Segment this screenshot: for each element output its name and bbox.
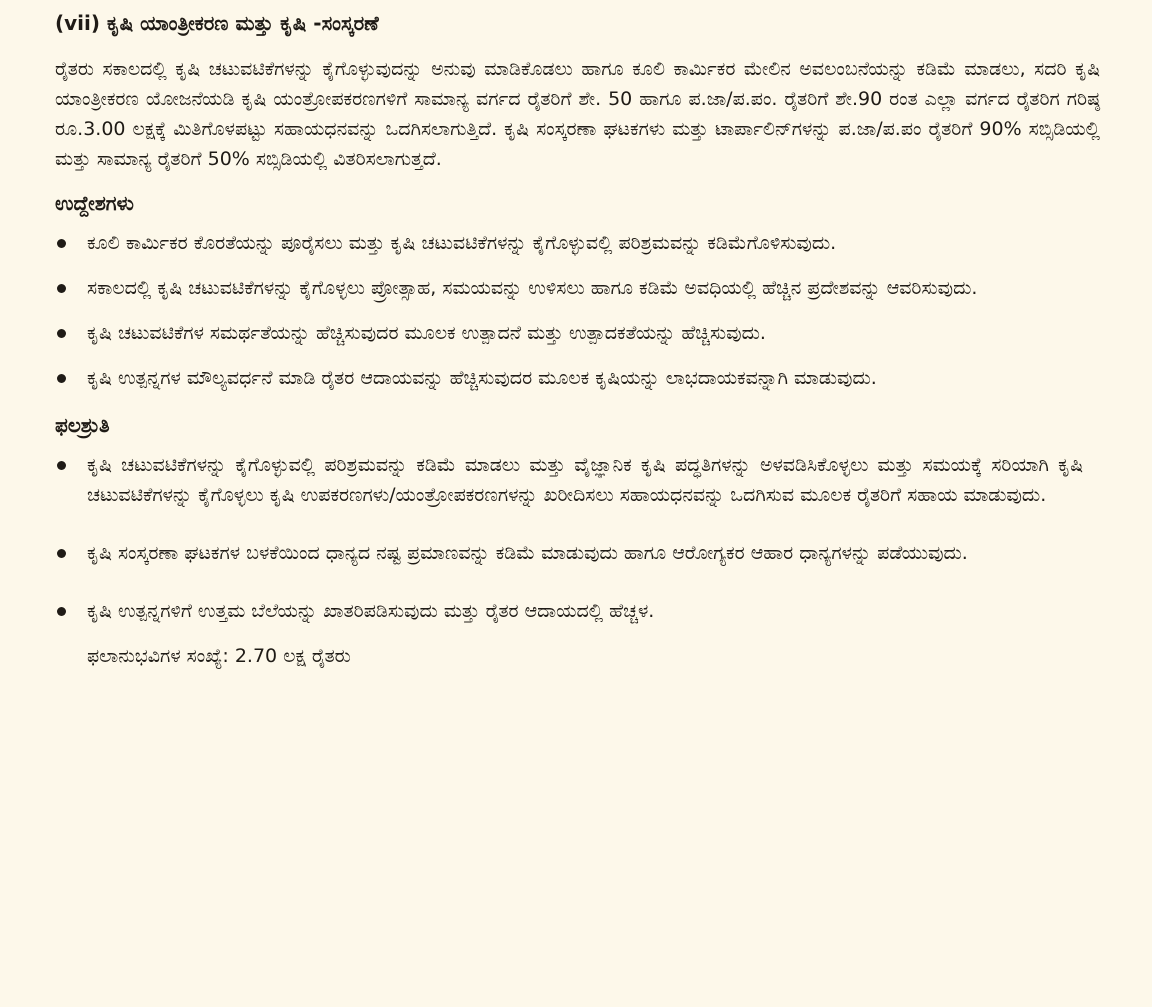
objective-text: ಕೂಲಿ ಕಾರ್ಮಿಕರ ಕೊರತೆಯನ್ನು ಪೂರೈಸಲು ಮತ್ತು ಕೃಷಿ ಚಟುವಟಿಕೆಗಳನ್ನು ಕೈಗೊಳ್ಳುವಲ್ಲಿ ಪರಿಶ್ರಮವನ್ನು ಕಡಿಮೆಗೊಳಿಸುವುದು. [87, 232, 837, 254]
outcome-item [55, 450, 1100, 510]
bullet-icon [57, 329, 66, 338]
bullet-icon [57, 607, 66, 616]
intro-paragraph: ರೈತರು ಸಕಾಲದಲ್ಲಿ ಕೃಷಿ ಚಟುವಟಿಕೆಗಳನ್ನು ಕೈಗೊಳ್ಳುವುದನ್ನು ಅನುವು ಮಾಡಿಕೊಡಲು ಹಾಗೂ ಕೂಲಿ ಕಾರ್ಮಿಕರ ಮೇಲಿನ ಅವಲಂಬನೆಯನ್ನು ಕಡಿಮೆ ಮಾಡಲು, ಸದರಿ ಕೃಷಿ ಯಾಂತ್ರೀಕರಣ ಯೋಜನೆಯಡಿ ಕೃಷಿ ಯಂತ್ರೋಪಕರಣಗಳಿಗೆ ಸಾಮಾನ್ಯ ವರ್ಗದ ರೈತರಿಗೆ ಶೇ. 50 ಹಾಗೂ ಪ.ಜಾ/ಪ.ಪಂ. ರೈತರಿಗೆ ಶೇ.90 ರಂತ ಎಲ್ಲಾ ವರ್ಗದ ರೈತರಿಗ ಗರಿಷ್ಠ ರೂ.3.00 ಲಕ್ಷಕ್ಕೆ ಮಿತಿಗೊಳಪಟ್ಟು ಸಹಾಯಧನವನ್ನು ಒದಗಿಸಲಾಗುತ್ತಿದೆ. ಕೃಷಿ ಸಂಸ್ಕರಣಾ ಘಟಕಗಳು ಮತ್ತು ಟಾರ್ಪಾಲಿನ್‌ಗಳನ್ನು ಪ.ಜಾ/ಪ.ಪಂ ರೈತರಿಗೆ 90% ಸಬ್ಸಿಡಿಯಲ್ಲಿ ಮತ್ತು ಸಾಮಾನ್ಯ ರೈತರಿಗೆ 50% ಸಬ್ಸಿಡಿಯಲ್ಲಿ ವಿತರಿಸಲಾಗುತ್ತದೆ. [55, 58, 1100, 170]
objectives-heading: ಉದ್ದೇಶಗಳು [55, 191, 134, 215]
bullet-icon [57, 374, 66, 383]
bullet-icon [57, 461, 66, 470]
beneficiaries-count: ಫಲಾನುಭವಿಗಳ ಸಂಖ್ಯೆ: 2.70 ಲಕ್ಷ ರೈತರು [87, 645, 351, 667]
outcome-text: ಕೃಷಿ ಚಟುವಟಿಕೆಗಳನ್ನು ಕೈಗೊಳ್ಳುವಲ್ಲಿ ಪರಿಶ್ರಮವನ್ನು ಕಡಿಮೆ ಮಾಡಲು ಮತ್ತು ವೈಜ್ಞಾನಿಕ ಕೃಷಿ ಪದ್ಧತಿಗಳನ್ನು ಅಳವಡಿಸಿಕೊಳ್ಳಲು ಮತ್ತು ಸಮಯಕ್ಕೆ ಸರಿಯಾಗಿ ಕೃಷಿ ಚಟುವಟಿಕೆಗಳನ್ನು ಕೈಗೊಳ್ಳಲು ಕೃಷಿ ಉಪಕರಣಗಳು/ಯಂತ್ರೋಪಕರಣಗಳನ್ನು ಖರೀದಿಸಲು ಸಹಾಯಧನವನ್ನು ಒದಗಿಸುವ ಮೂಲಕ ರೈತರಿಗೆ ಸಹಾಯ ಮಾಡುವುದು. [87, 454, 1083, 506]
objective-item [55, 273, 1100, 303]
objective-item [55, 363, 1100, 393]
section-title: (vii) ಕೃಷಿ ಯಾಂತ್ರೀಕರಣ ಮತ್ತು ಕೃಷಿ -ಸಂಸ್ಕರಣೆ [55, 11, 379, 35]
objective-text: ಕೃಷಿ ಚಟುವಟಿಕೆಗಳ ಸಮರ್ಥತೆಯನ್ನು ಹೆಚ್ಚಿಸುವುದರ ಮೂಲಕ ಉತ್ಪಾದನೆ ಮತ್ತು ಉತ್ಪಾದಕತೆಯನ್ನು ಹೆಚ್ಚಿಸುವುದು. [87, 322, 766, 344]
outcome-item [55, 596, 1100, 626]
bullet-icon [57, 239, 66, 248]
outcome-text: ಕೃಷಿ ಉತ್ಪನ್ನಗಳಿಗೆ ಉತ್ತಮ ಬೆಲೆಯನ್ನು ಖಾತರಿಪಡಿಸುವುದು ಮತ್ತು ರೈತರ ಆದಾಯದಲ್ಲಿ ಹೆಚ್ಚಳ. [87, 600, 655, 622]
bullet-icon [57, 549, 66, 558]
objective-item [55, 228, 1100, 258]
objective-text: ಕೃಷಿ ಉತ್ಪನ್ನಗಳ ಮೌಲ್ಯವರ್ಧನೆ ಮಾಡಿ ರೈತರ ಆದಾಯವನ್ನು ಹೆಚ್ಚಿಸುವುದರ ಮೂಲಕ ಕೃಷಿಯನ್ನು ಲಾಭದಾಯಕವನ್ನಾಗಿ ಮಾಡುವುದು. [87, 367, 877, 389]
bullet-icon [57, 284, 66, 293]
objectives-list [55, 228, 1100, 393]
outcomes-list [55, 450, 1100, 626]
outcomes-heading: ಫಲಶ್ರುತಿ [55, 413, 110, 437]
outcome-item [55, 538, 1100, 568]
objective-item [55, 318, 1100, 348]
outcome-text: ಕೃಷಿ ಸಂಸ್ಕರಣಾ ಘಟಕಗಳ ಬಳಕೆಯಿಂದ ಧಾನ್ಯದ ನಷ್ಟ ಪ್ರಮಾಣವನ್ನು ಕಡಿಮೆ ಮಾಡುವುದು ಹಾಗೂ ಆರೋಗ್ಯಕರ ಆಹಾರ ಧಾನ್ಯಗಳನ್ನು ಪಡೆಯುವುದು. [87, 542, 968, 564]
objective-text: ಸಕಾಲದಲ್ಲಿ ಕೃಷಿ ಚಟುವಟಿಕೆಗಳನ್ನು ಕೈಗೊಳ್ಳಲು ಪ್ರೋತ್ಸಾಹ, ಸಮಯವನ್ನು ಉಳಿಸಲು ಹಾಗೂ ಕಡಿಮೆ ಅವಧಿಯಲ್ಲಿ ಹೆಚ್ಚಿನ ಪ್ರದೇಶವನ್ನು ಆವರಿಸುವುದು. [87, 277, 978, 299]
